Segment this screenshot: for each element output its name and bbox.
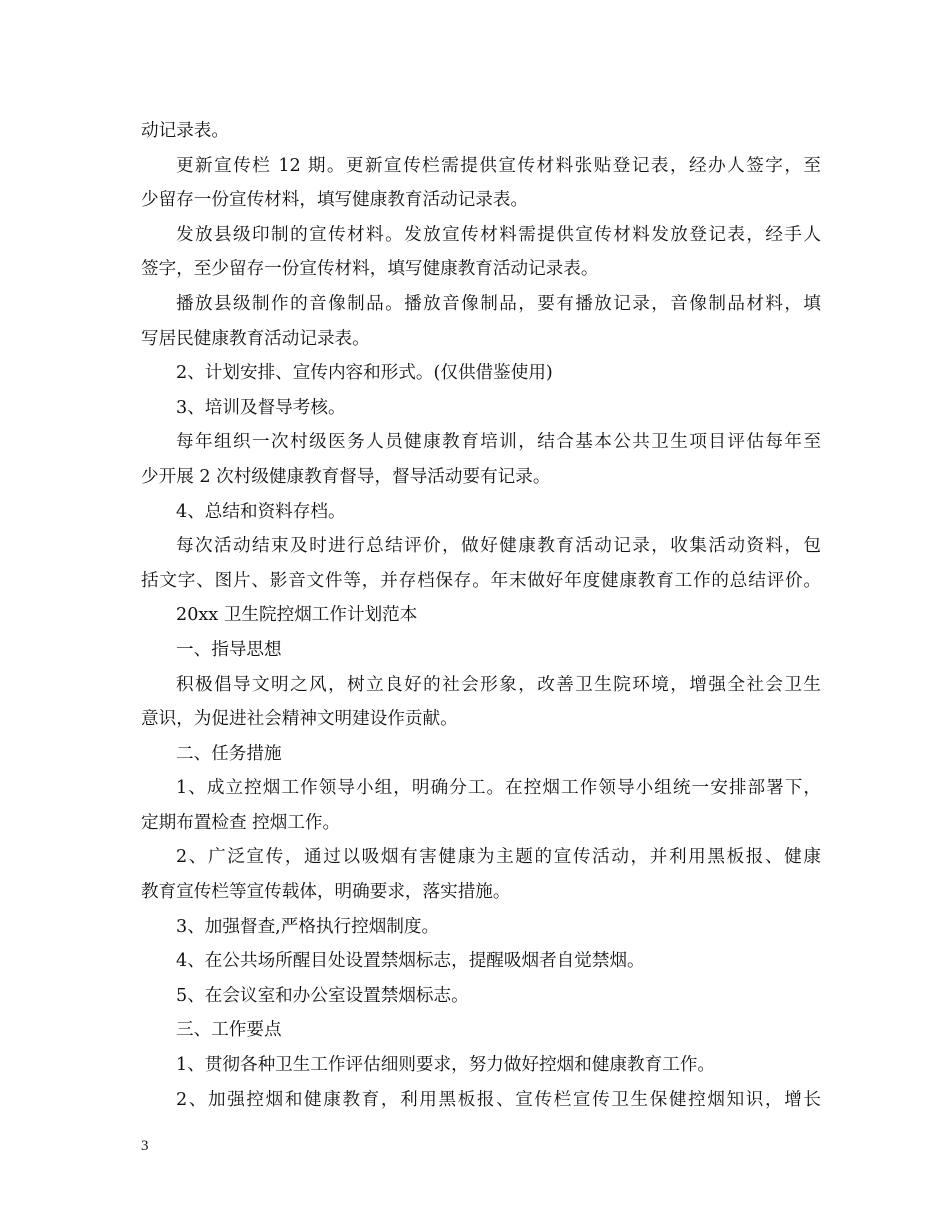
text-line: 积极倡导文明之风，树立良好的社会形象，改善卫生院环境，增强全社会卫生 <box>176 674 821 695</box>
text-line: 1、贯彻各种卫生工作评估细则要求，努力做好控烟和健康教育工作。 <box>176 1055 716 1076</box>
text-line: 5、在会议室和办公室设置禁烟标志。 <box>176 985 469 1006</box>
text-line: 4、总结和资料存档。 <box>176 501 346 522</box>
text-line: 3、加强督查,严格执行控烟制度。 <box>176 916 440 937</box>
text-line: 每次活动结束及时进行总结评价，做好健康教育活动记录，收集活动资料，包 <box>176 536 821 557</box>
text-line: 2、广泛宣传，通过以吸烟有害健康为主题的宣传活动，并利用黑板报、健康 <box>176 847 821 868</box>
document-body <box>141 114 821 1117</box>
text-line: 签字，至少留存一份宣传材料，填写健康教育活动记录表。 <box>141 259 599 280</box>
text-line: 定期布置检查 控烟工作。 <box>141 812 341 833</box>
text-line: 意识，为促进社会精神文明建设作贡献。 <box>141 709 458 730</box>
text-line: 发放县级印制的宣传材料。发放宣传材料需提供宣传材料发放登记表，经手人 <box>176 224 821 245</box>
text-line: 少留存一份宣传材料，填写健康教育活动记录表。 <box>141 190 529 211</box>
text-line: 每年组织一次村级医务人员健康教育培训，结合基本公共卫生项目评估每年至 <box>176 432 821 453</box>
text-line: 少开展 2 次村级健康教育督导，督导活动要有记录。 <box>141 466 551 487</box>
text-line: 播放县级制作的音像制品。播放音像制品，要有播放记录，音像制品材料，填 <box>176 293 821 314</box>
text-line: 4、在公共场所醒目处设置禁烟标志，提醒吸烟者自觉禁烟。 <box>176 951 645 972</box>
text-line: 动记录表。 <box>141 121 229 141</box>
text-line: 1、成立控烟工作领导小组，明确分工。在控烟工作领导小组统一安排部署下， <box>176 778 821 799</box>
text-line: 3、培训及督导考核。 <box>176 397 346 418</box>
text-line: 2、计划安排、宣传内容和形式。(仅供借鉴使用) <box>176 363 553 384</box>
text-line: 三、工作要点 <box>176 1020 282 1041</box>
text-line: 更新宣传栏 12 期。更新宣传栏需提供宣传材料张贴登记表，经办人签字，至 <box>176 155 821 176</box>
text-line: 括文字、图片、影音文件等，并存档保存。年末做好年度健康教育工作的总结评价。 <box>141 570 821 591</box>
text-line: 2、加强控烟和健康教育，利用黑板报、宣传栏宣传卫生保健控烟知识，增长 <box>176 1089 821 1110</box>
text-line: 二、任务措施 <box>176 743 282 764</box>
text-line: 教育宣传栏等宣传载体，明确要求，落实措施。 <box>141 882 511 903</box>
text-line: 20xx 卫生院控烟工作计划范本 <box>176 605 418 626</box>
text-line: 一、指导思想 <box>176 639 282 660</box>
text-line: 写居民健康教育活动记录表。 <box>141 328 370 349</box>
page-number: 3 <box>141 1138 149 1154</box>
